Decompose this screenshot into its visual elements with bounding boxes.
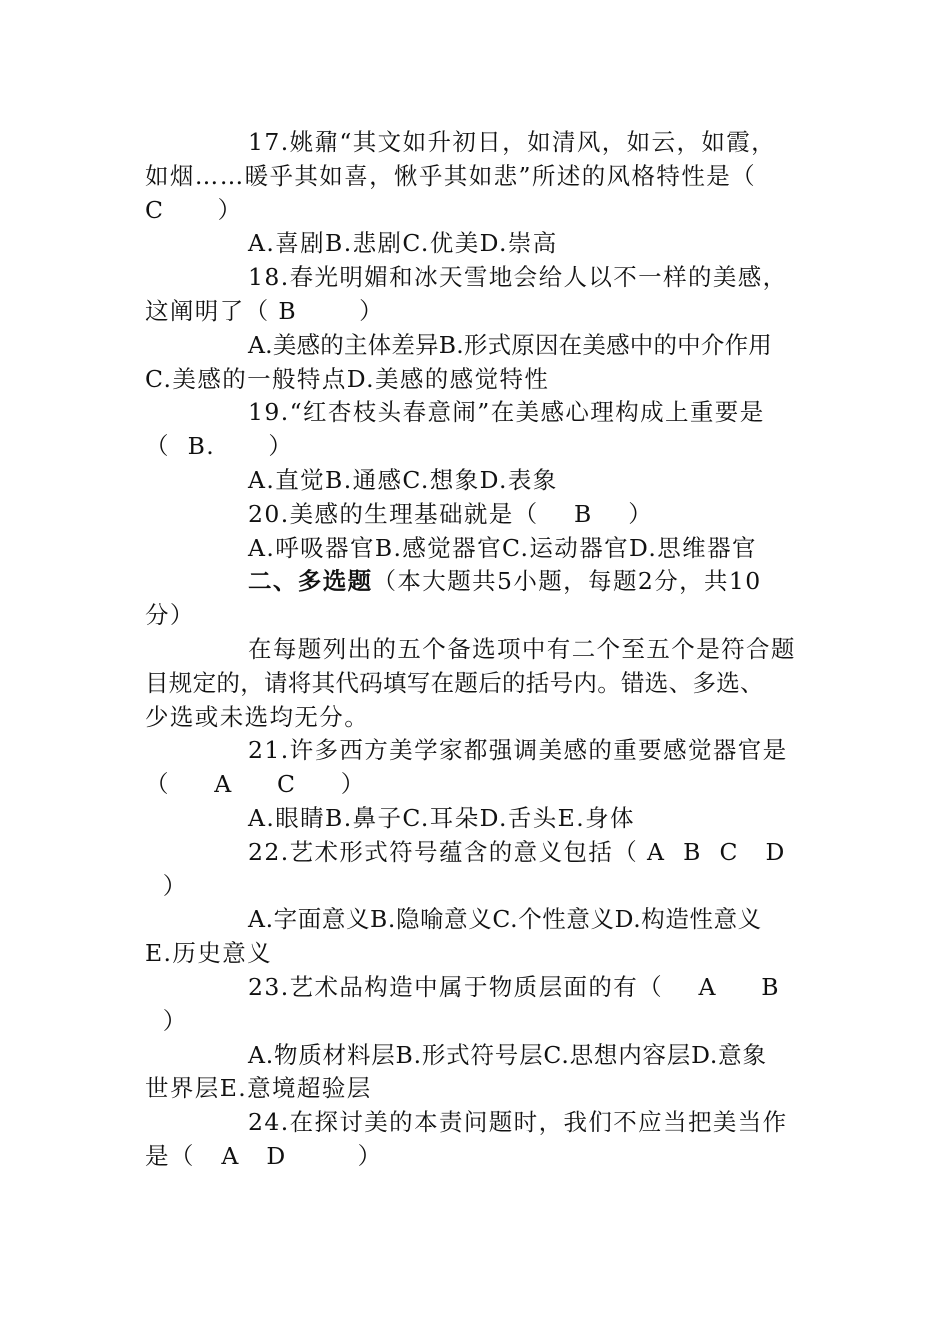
q24-answer: 是（ A D ） <box>145 1141 383 1170</box>
q21-options: A.眼睛B.鼻子C.耳朵D.舌头E.身体 <box>248 803 635 832</box>
q22-options-line-1: A.字面意义B.隐喻意义C.个性意义D.构造性意义 <box>248 905 762 934</box>
instructions-line-3: 少选或未选均无分。 <box>145 702 370 731</box>
q21-answer: （ A C ） <box>145 770 366 799</box>
q18-stem-line-1: 18.春光明媚和冰天雪地会给人以不一样的美感， <box>248 263 788 292</box>
section-title: 二、多选题 <box>248 567 373 596</box>
instructions-line-1: 在每题列出的五个备选项中有二个至五个是符合题 <box>248 634 796 663</box>
q22-answer-close: ） <box>145 871 188 900</box>
q19-answer: （ B. ） <box>145 432 294 461</box>
document-page <box>145 126 821 1174</box>
q20-options: A.呼吸器官B.感觉器官C.运动器官D.思维器官 <box>248 533 757 562</box>
q21-stem: 21.许多西方美学家都强调美感的重要感觉器官是 <box>248 736 788 765</box>
q17-stem-line-1: 17.姚鼐“其文如升初日，如清风，如云，如霞， <box>248 128 777 156</box>
q23-answer-close: ） <box>145 1006 188 1035</box>
q22-options-line-2: E.历史意义 <box>145 939 273 968</box>
q17-options: A.喜剧B.悲剧C.优美D.崇高 <box>248 229 558 258</box>
q19-options: A.直觉B.通感C.想象D.表象 <box>248 465 558 494</box>
q23-options-line-1: A.物质材料层B.形式符号层C.思想内容层D.意象 <box>248 1040 767 1069</box>
q19-stem-line-1: 19.“红杏枝头春意闹”在美感心理构成上重要是 <box>248 398 765 427</box>
q18-stem-line-2: 这阐明了（ B ） <box>145 296 385 325</box>
section-note: （本大题共5小题，每题2分，共10 <box>372 567 762 596</box>
q24-stem: 24.在探讨美的本责问题时，我们不应当把美当作 <box>248 1108 788 1137</box>
instructions-line-2: 目规定的，请将其代码填写在题后的括号内。错选、多选、 <box>145 668 764 697</box>
q20-stem: 20.美感的生理基础就是（ B ） <box>248 499 654 528</box>
section-note-end: 分） <box>145 601 195 630</box>
q18-options-line-2: C.美感的一般特点D.美感的感觉特性 <box>145 364 550 393</box>
q17-stem-line-2: 如烟……暖乎其如喜，愀乎其如悲”所述的风格特性是（ <box>145 161 757 190</box>
q17-answer: C ） <box>145 195 243 224</box>
section-heading <box>145 565 821 599</box>
q23-options-line-2: 世界层E.意境超验层 <box>145 1074 372 1103</box>
q23-stem: 23.艺术品构造中属于物质层面的有（ A B <box>248 972 780 1001</box>
q18-options-line-1: A.美感的主体差异B.形式原因在美感中的中介作用 <box>248 330 772 359</box>
q22-stem: 22.艺术形式符号蕴含的意义包括（ A B C D <box>248 837 786 866</box>
